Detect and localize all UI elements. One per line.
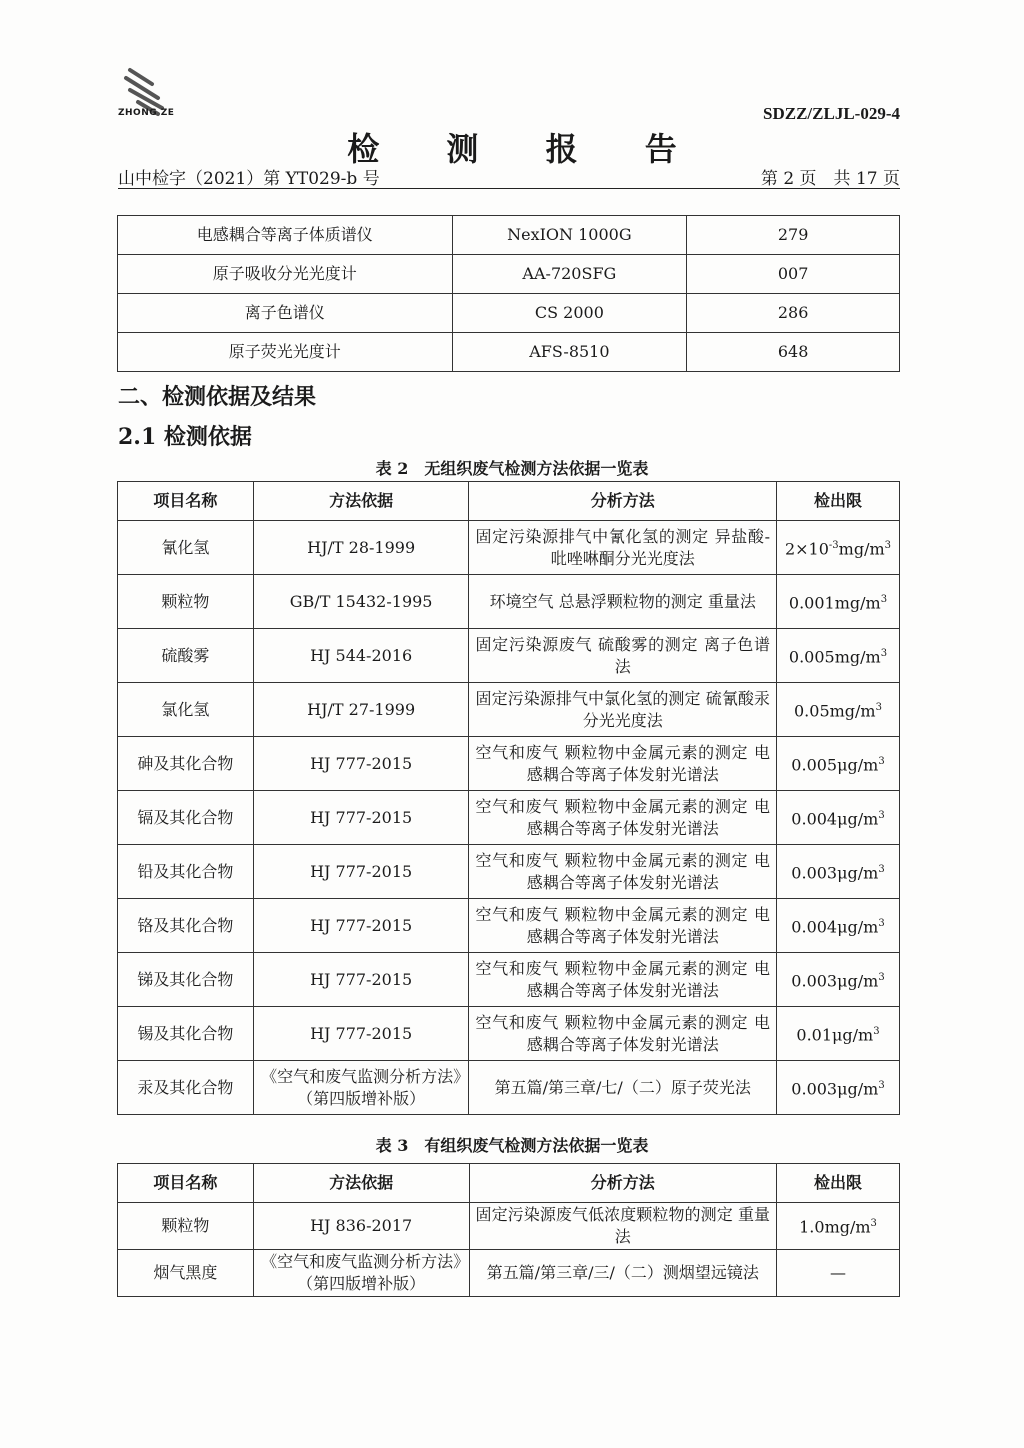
table3-caption: 表 3 有组织废气检测方法依据一览表 [375,1136,649,1155]
detection-limit-cell: $0.01\mu g/m^3$ [776,1007,899,1061]
instrument-name-cell: 离子色谱仪 [118,294,453,333]
superscript: 3 [873,1025,880,1037]
analysis-method-cell: 空气和废气 颗粒物中金属元素的测定 电感耦合等离子体发射光谱法 [469,899,777,953]
detection-limit-cell: $0.005\mu g/m^3$ [776,737,899,791]
method-basis-cell: HJ 777-2015 [253,845,469,899]
item-name-cell: 颗粒物 [118,575,254,629]
detection-limit-cell: $0.003\mu g/m^3$ [776,1061,899,1115]
instrument-id-cell: 648 [687,333,900,372]
table-row [118,1007,900,1061]
report-reference-line [118,164,900,189]
superscript: 3 [875,701,882,713]
instrument-model-cell: AFS-8510 [452,333,687,372]
method-basis-cell: HJ 777-2015 [253,737,469,791]
table-row [118,216,900,255]
item-name-cell: 硫酸雾 [118,629,254,683]
column-header: 分析方法 [469,1164,777,1203]
superscript: 3 [878,755,885,767]
superscript: 3 [870,1218,877,1230]
logo-text: ZHONG ZE [118,108,175,118]
table-row [118,521,900,575]
table-row [118,629,900,683]
table-row [118,791,900,845]
table-row [118,683,900,737]
method-basis-cell: HJ 777-2015 [253,953,469,1007]
item-name-cell: 烟气黑度 [118,1250,254,1297]
report-number: 山中检字（2021）第 YT029-b 号 [118,169,380,189]
superscript: 3 [880,593,888,605]
method-basis-cell: HJ 544-2016 [253,629,469,683]
method-basis-cell: HJ 777-2015 [253,791,469,845]
table-row [118,294,900,333]
item-name-cell: 铅及其化合物 [118,845,254,899]
analysis-method-cell: 空气和废气 颗粒物中金属元素的测定 电感耦合等离子体发射光谱法 [469,953,777,1007]
item-name-cell: 铬及其化合物 [118,899,254,953]
instrument-table [117,215,900,372]
instrument-model-cell: CS 2000 [452,294,687,333]
analysis-method-cell: 固定污染源废气低浓度颗粒物的测定 重量法 [469,1203,777,1250]
page-info: 第 2 页 共 17 页 [760,169,900,189]
method-basis-cell: 《空气和废气监测分析方法》（第四版增补版） [253,1250,469,1297]
analysis-method-cell: 空气和废气 颗粒物中金属元素的测定 电感耦合等离子体发射光谱法 [469,845,777,899]
instrument-id-cell: 007 [687,255,900,294]
detection-limit-cell: $0.005mg/m^3$ [776,629,899,683]
column-header: 分析方法 [469,482,777,521]
item-name-cell: 镉及其化合物 [118,791,254,845]
detection-limit-cell: $0.003\mu g/m^3$ [776,953,899,1007]
table2-caption: 表 2 无组织废气检测方法依据一览表 [375,459,649,478]
superscript: 3 [878,809,885,821]
column-header: 方法依据 [253,482,469,521]
item-name-cell: 氯化氢 [118,683,254,737]
item-name-cell: 汞及其化合物 [118,1061,254,1115]
column-header: 项目名称 [118,1164,254,1203]
superscript: 3 [878,863,885,875]
detection-limit-cell: $0.003\mu g/m^3$ [776,845,899,899]
method-basis-cell: HJ 777-2015 [253,899,469,953]
detection-limit-cell: $0.004\mu g/m^3$ [776,791,899,845]
table-row [118,333,900,372]
detection-limit-cell: $0.004\mu g/m^3$ [776,899,899,953]
document-code: SDZZ/ZLJL-029-4 [763,104,900,123]
column-header: 检出限 [776,482,899,521]
superscript: 3 [878,917,885,929]
instrument-model-cell: AA-720SFG [452,255,687,294]
detection-limit-cell: $0.001mg/m^3$ [776,575,899,629]
method-basis-cell: HJ 836-2017 [253,1203,469,1250]
table-row [118,1250,900,1297]
table-header-row [118,1164,900,1203]
subsection-heading: 2.1 检测依据 [118,424,252,450]
fugitive-gas-method-table [117,481,900,1115]
table-row [118,255,900,294]
organized-gas-method-table [117,1163,900,1297]
table-row [118,899,900,953]
detection-limit-cell: $2\times 10^{-3}mg/m^3$ [776,521,899,575]
method-basis-cell: 《空气和废气监测分析方法》（第四版增补版） [253,1061,469,1115]
table-row [118,1203,900,1250]
instrument-id-cell: 279 [687,216,900,255]
analysis-method-cell: 第五篇/第三章/三/（二）测烟望远镜法 [469,1250,777,1297]
section-heading: 二、检测依据及结果 [118,384,317,410]
item-name-cell: 颗粒物 [118,1203,254,1250]
superscript: 3 [880,647,888,659]
analysis-method-cell: 固定污染源废气 硫酸雾的测定 离子色谱法 [469,629,777,683]
method-basis-cell: GB/T 15432-1995 [253,575,469,629]
detection-limit-cell: $0.05mg/m^3$ [776,683,899,737]
superscript: 3 [884,539,892,551]
table-row [118,575,900,629]
column-header: 项目名称 [118,482,254,521]
item-name-cell: 砷及其化合物 [118,737,254,791]
item-name-cell: 锑及其化合物 [118,953,254,1007]
analysis-method-cell: 固定污染源排气中氰化氢的测定 异盐酸-吡唑啉酮分光光度法 [469,521,777,575]
column-header: 检出限 [777,1164,900,1203]
detection-limit-cell: — [777,1250,900,1297]
instrument-name-cell: 原子荧光光度计 [118,333,453,372]
superscript: -3 [828,539,839,551]
table-row [118,953,900,1007]
instrument-id-cell: 286 [687,294,900,333]
column-header: 方法依据 [253,1164,469,1203]
method-basis-cell: HJ 777-2015 [253,1007,469,1061]
analysis-method-cell: 第五篇/第三章/七/（二）原子荧光法 [469,1061,777,1115]
item-name-cell: 氰化氢 [118,521,254,575]
method-basis-cell: HJ/T 27-1999 [253,683,469,737]
table-row [118,1061,900,1115]
analysis-method-cell: 固定污染源排气中氯化氢的测定 硫氰酸汞分光光度法 [469,683,777,737]
instrument-name-cell: 电感耦合等离子体质谱仪 [118,216,453,255]
instrument-name-cell: 原子吸收分光光度计 [118,255,453,294]
method-basis-cell: HJ/T 28-1999 [253,521,469,575]
superscript: 3 [878,1079,885,1091]
table-row [118,737,900,791]
superscript: 3 [878,971,885,983]
analysis-method-cell: 空气和废气 颗粒物中金属元素的测定 电感耦合等离子体发射光谱法 [469,737,777,791]
detection-limit-cell: $1.0mg/m^3$ [777,1203,900,1250]
table-row [118,845,900,899]
analysis-method-cell: 空气和废气 颗粒物中金属元素的测定 电感耦合等离子体发射光谱法 [469,791,777,845]
analysis-method-cell: 环境空气 总悬浮颗粒物的测定 重量法 [469,575,777,629]
report-title: 检 测 报 告 [347,130,705,168]
table-header-row [118,482,900,521]
instrument-model-cell: NexION 1000G [452,216,687,255]
item-name-cell: 锡及其化合物 [118,1007,254,1061]
analysis-method-cell: 空气和废气 颗粒物中金属元素的测定 电感耦合等离子体发射光谱法 [469,1007,777,1061]
